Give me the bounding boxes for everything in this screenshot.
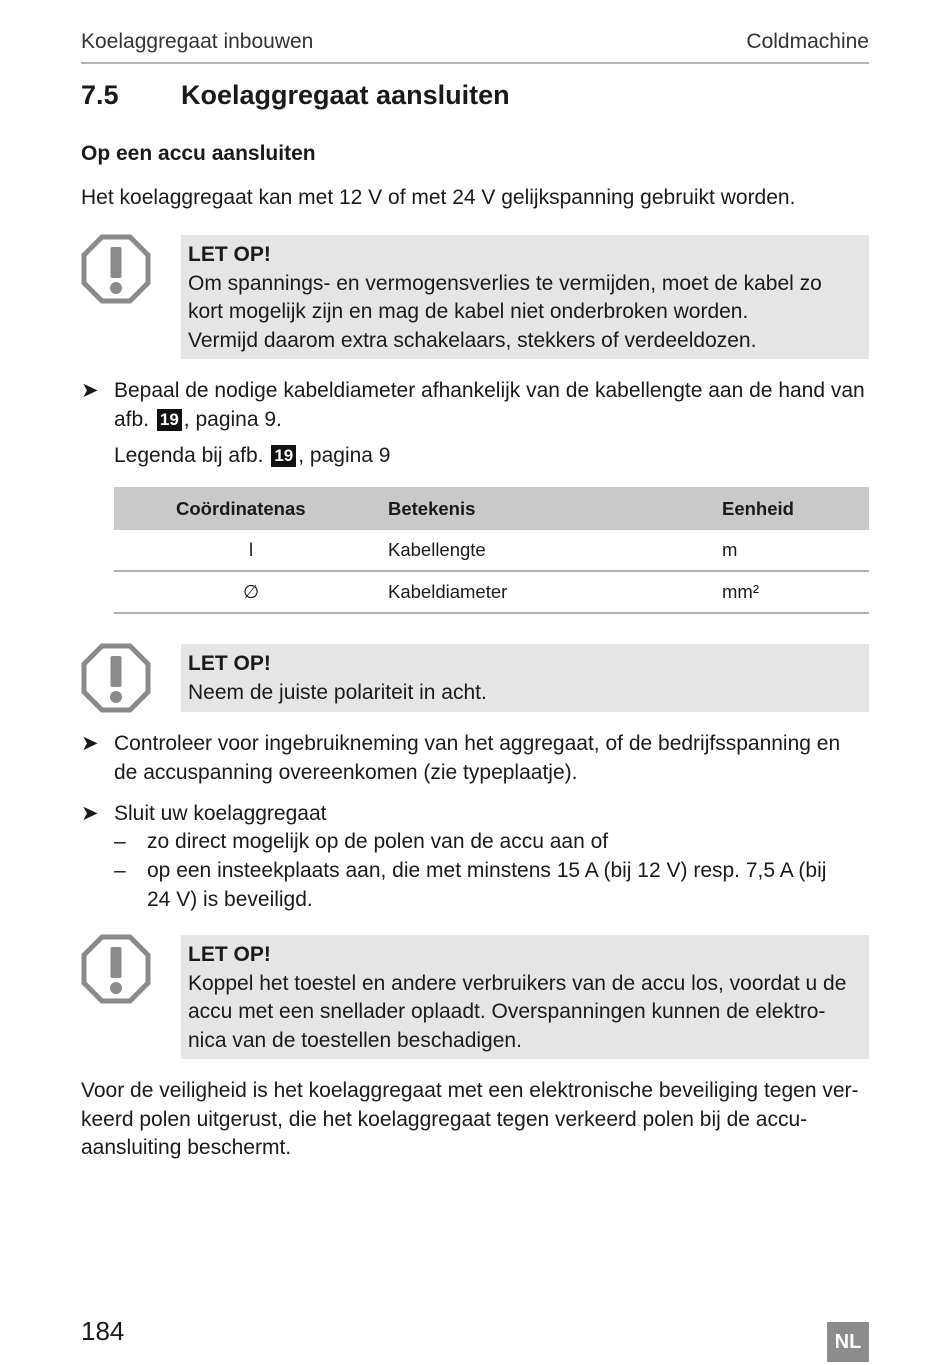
- notice-line: Koppel het toestel en andere verbruikers van de accu los, voordat u de: [188, 971, 847, 995]
- header-product: Coldmachine: [746, 30, 869, 53]
- step-line: Sluit uw koelaggregaat: [114, 802, 327, 825]
- language-badge: NL: [827, 1322, 869, 1362]
- figure-ref[interactable]: 19: [271, 445, 296, 467]
- legend-caption: Legenda bij afb. 19 , pagina 9: [114, 444, 391, 467]
- paragraph-line: keerd polen uitgerust, die het koelaggregaat tegen verkeerd polen bij de accu-: [81, 1107, 808, 1131]
- notice-line: kort mogelijk zijn en mag de kabel niet onderbroken worden.: [188, 300, 749, 323]
- dash-marker: –: [114, 859, 126, 882]
- step-check-voltage: [81, 730, 870, 787]
- header-chapter: Koelaggregaat inbouwen: [81, 30, 314, 53]
- legend-table: [114, 487, 869, 614]
- closing-paragraph: [81, 1077, 870, 1163]
- notice-line: accu met een snellader oplaadt. Overspanningen kunnen de elektro-: [188, 1000, 826, 1023]
- section-title: [81, 80, 510, 111]
- bullet-arrow-icon: ➤: [81, 802, 99, 825]
- notice-line: Vermijd daarom extra schakelaars, stekkers of verdeeldozen.: [188, 328, 757, 352]
- notice-box: [181, 935, 869, 1059]
- bullet-arrow-icon: ➤: [81, 732, 99, 755]
- table-row: [114, 530, 869, 571]
- dash-marker: –: [114, 830, 126, 853]
- table-cell: l: [114, 530, 388, 571]
- page-header: [81, 30, 869, 64]
- notice-box: [181, 235, 869, 359]
- paragraph-line: Voor de veiligheid is het koelaggregaat met een elektronische beveiliging tegen ver-: [81, 1079, 859, 1102]
- warning-octagon-icon: [81, 643, 151, 713]
- bullet-arrow-icon: ➤: [81, 379, 99, 402]
- table-cell: mm²: [722, 571, 869, 613]
- step-line: Controleer voor ingebruikneming van het aggregaat, of de bedrijfsspanning en: [114, 732, 841, 755]
- table-cell: Kabeldiameter: [388, 571, 722, 613]
- warning-octagon-icon: [81, 934, 151, 1004]
- sub-item-line: zo direct mogelijk op de polen van de accu aan of: [147, 830, 609, 853]
- sub-item-line: 24 V) is beveiligd.: [147, 887, 313, 911]
- intro-text: Het koelaggregaat kan met 12 V of met 24 V gelijkspanning gebruikt worden.: [81, 186, 796, 209]
- notice-title: LET OP!: [188, 652, 271, 675]
- page-number: 184: [81, 1316, 125, 1346]
- step-line: de accuspanning overeenkomen (zie typeplaatje).: [114, 760, 578, 784]
- step-line: afb. 19 , pagina 9.: [114, 407, 282, 431]
- step-connect: [81, 800, 870, 829]
- notice-title: LET OP!: [188, 943, 271, 966]
- table-header: Coördinatenas: [114, 487, 388, 530]
- table-cell: m: [722, 530, 869, 571]
- sub-item: [114, 828, 870, 857]
- notice-line: nica van de toestellen beschadigen.: [188, 1028, 522, 1052]
- notice-line: Neem de juiste polariteit in acht.: [188, 680, 487, 704]
- table-header: Eenheid: [722, 487, 869, 530]
- notice-title: LET OP!: [188, 243, 271, 266]
- step-line: Bepaal de nodige kabeldiameter afhankelijk van de kabellengte aan de hand van: [114, 379, 865, 402]
- table-row: [114, 571, 869, 613]
- table-cell: Kabellengte: [388, 530, 722, 571]
- section-heading: Koelaggregaat aansluiten: [181, 80, 510, 110]
- sub-item-line: op een insteekplaats aan, die met minstens 15 A (bij 12 V) resp. 7,5 A (bij: [147, 859, 827, 882]
- notice-line: Om spannings- en vermogensverlies te vermijden, moet de kabel zo: [188, 271, 822, 295]
- notice-box: [181, 644, 869, 712]
- figure-ref[interactable]: 19: [157, 409, 182, 431]
- table-header: Betekenis: [388, 487, 722, 530]
- section-number: 7.5: [81, 80, 119, 110]
- step-determine-diameter: [81, 377, 870, 471]
- sub-item: [114, 857, 870, 914]
- paragraph-line: aansluiting beschermt.: [81, 1136, 292, 1159]
- subheading: Op een accu aansluiten: [81, 142, 316, 165]
- table-cell: ∅: [114, 571, 388, 613]
- warning-octagon-icon: [81, 234, 151, 304]
- table-header-row: [114, 487, 869, 530]
